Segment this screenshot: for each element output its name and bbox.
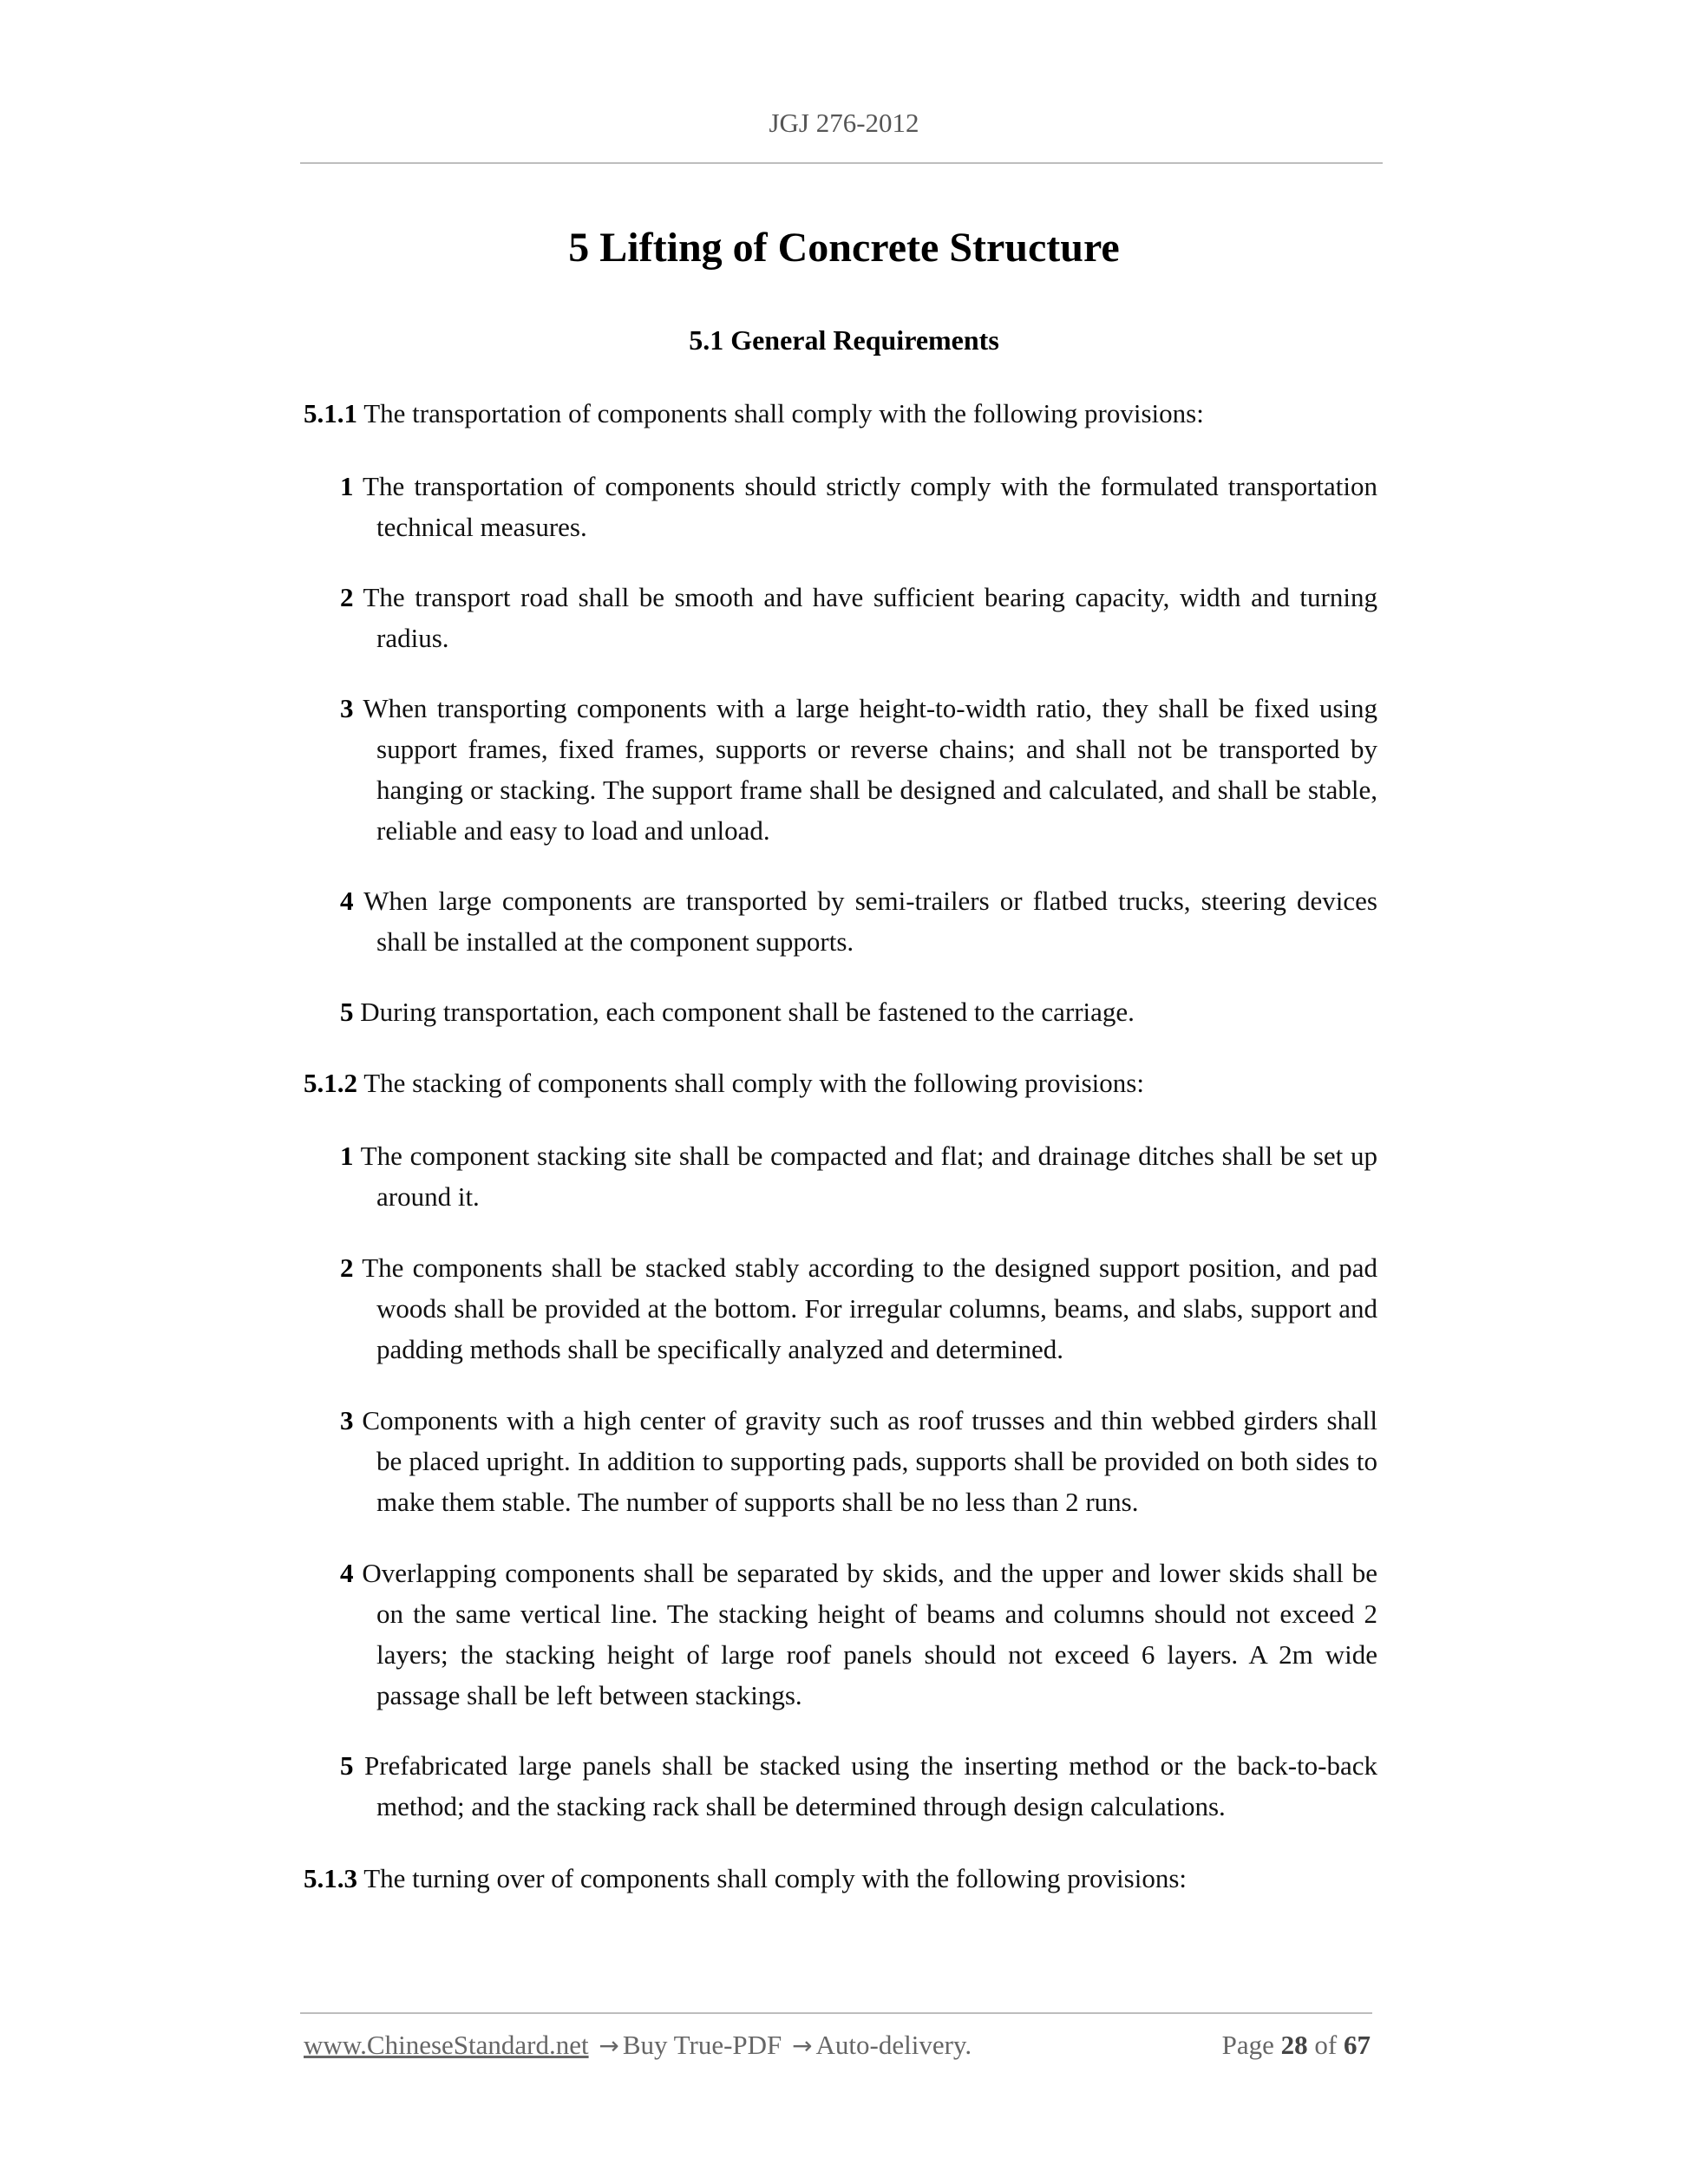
item-number: 2: [340, 582, 354, 612]
page-total: 67: [1344, 2030, 1371, 2060]
page-number: [1222, 2030, 1371, 2061]
header-divider: [300, 162, 1383, 164]
footer-divider: [300, 2012, 1372, 2014]
list-item: [340, 1400, 1377, 1522]
list-item: [340, 577, 1377, 658]
item-number: 1: [340, 471, 354, 501]
footer-promo: [304, 2030, 972, 2061]
item-text: During transportation, each component shall be fastened to the carriage.: [360, 997, 1135, 1027]
chapter-title: 5 Lifting of Concrete Structure: [568, 225, 1120, 271]
clause-5-1-2: [304, 1063, 1379, 1103]
item-number: 3: [340, 693, 354, 723]
item-text: Overlapping components shall be separated by skids, and the upper and lower skids shall be on the same vertical line. The stacking height of beams and columns should not exceed 2 layers; the stacking height of large roof panels should not exceed 6 layers. A 2m wide passage shall be left between stackings.: [362, 1558, 1378, 1710]
list-item: [340, 688, 1377, 851]
item-text: When transporting components with a large height-to-width ratio, they shall be fixed using support frames, fixed frames, supports or reverse chains; and shall not be transported by hanging or stacking. The support frame shall be designed and calculated, and shall be stable, reliable and easy to load and unload.: [363, 693, 1377, 846]
clause-number: 5.1.1: [304, 398, 357, 428]
page-of: of: [1314, 2030, 1338, 2060]
clause-5-1-1: [304, 393, 1379, 434]
item-text: When large components are transported by semi-trailers or flatbed trucks, steering devices shall be installed at the component supports.: [363, 886, 1377, 957]
item-text: Components with a high center of gravity such as roof trusses and thin webbed girders shall be placed upright. In addition to supporting pads, supports shall be provided on both sides to make them stable. The number of supports shall be no less than 2 runs.: [362, 1405, 1377, 1517]
item-text: The components shall be stacked stably according to the designed support position, and pad woods shall be provided at the bottom. For irregular columns, beams, and slabs, support and padding methods shall be specifically analyzed and determined.: [362, 1252, 1377, 1364]
clause-text: The stacking of components shall comply with the following provisions:: [363, 1068, 1144, 1098]
item-number: 4: [340, 1558, 354, 1588]
list-item: [340, 466, 1377, 547]
item-text: The transport road shall be smooth and have sufficient bearing capacity, width and turning radius.: [363, 582, 1377, 653]
right-arrow-icon: →: [599, 2031, 619, 2060]
item-number: 4: [340, 886, 354, 916]
buy-text: Buy True-PDF: [622, 2030, 782, 2060]
right-arrow-icon: →: [792, 2031, 813, 2060]
item-number: 5: [340, 997, 354, 1027]
item-text: Prefabricated large panels shall be stacked using the inserting method or the back-to-back method; and the stacking rack shall be determined through design calculations.: [363, 1750, 1377, 1821]
item-number: 2: [340, 1252, 354, 1283]
item-text: The component stacking site shall be compacted and flat; and drainage ditches shall be set up around it.: [360, 1141, 1377, 1212]
clause-text: The transportation of components shall comply with the following provisions:: [363, 398, 1204, 428]
clause-number: 5.1.3: [304, 1863, 357, 1893]
list-item: [340, 1745, 1377, 1827]
clause-5-1-3: [304, 1858, 1379, 1899]
list-item: [340, 1553, 1377, 1716]
delivery-text: Auto-delivery.: [815, 2030, 972, 2060]
page-current: 28: [1280, 2030, 1308, 2060]
list-item: [340, 991, 1377, 1032]
list-item: [340, 1247, 1377, 1370]
clause-number: 5.1.2: [304, 1068, 357, 1098]
running-header: JGJ 276-2012: [769, 108, 919, 138]
item-text: The transportation of components should strictly comply with the formulated transportation technical measures.: [363, 471, 1377, 542]
list-item: [340, 880, 1377, 962]
site-link[interactable]: www.ChineseStandard.net: [304, 2030, 589, 2060]
item-number: 5: [340, 1750, 354, 1781]
item-number: 3: [340, 1405, 354, 1435]
clause-text: The turning over of components shall comply with the following provisions:: [363, 1863, 1187, 1893]
section-title: 5.1 General Requirements: [689, 324, 999, 356]
list-item: [340, 1135, 1377, 1217]
item-number: 1: [340, 1141, 354, 1171]
page-label: Page: [1221, 2030, 1274, 2060]
